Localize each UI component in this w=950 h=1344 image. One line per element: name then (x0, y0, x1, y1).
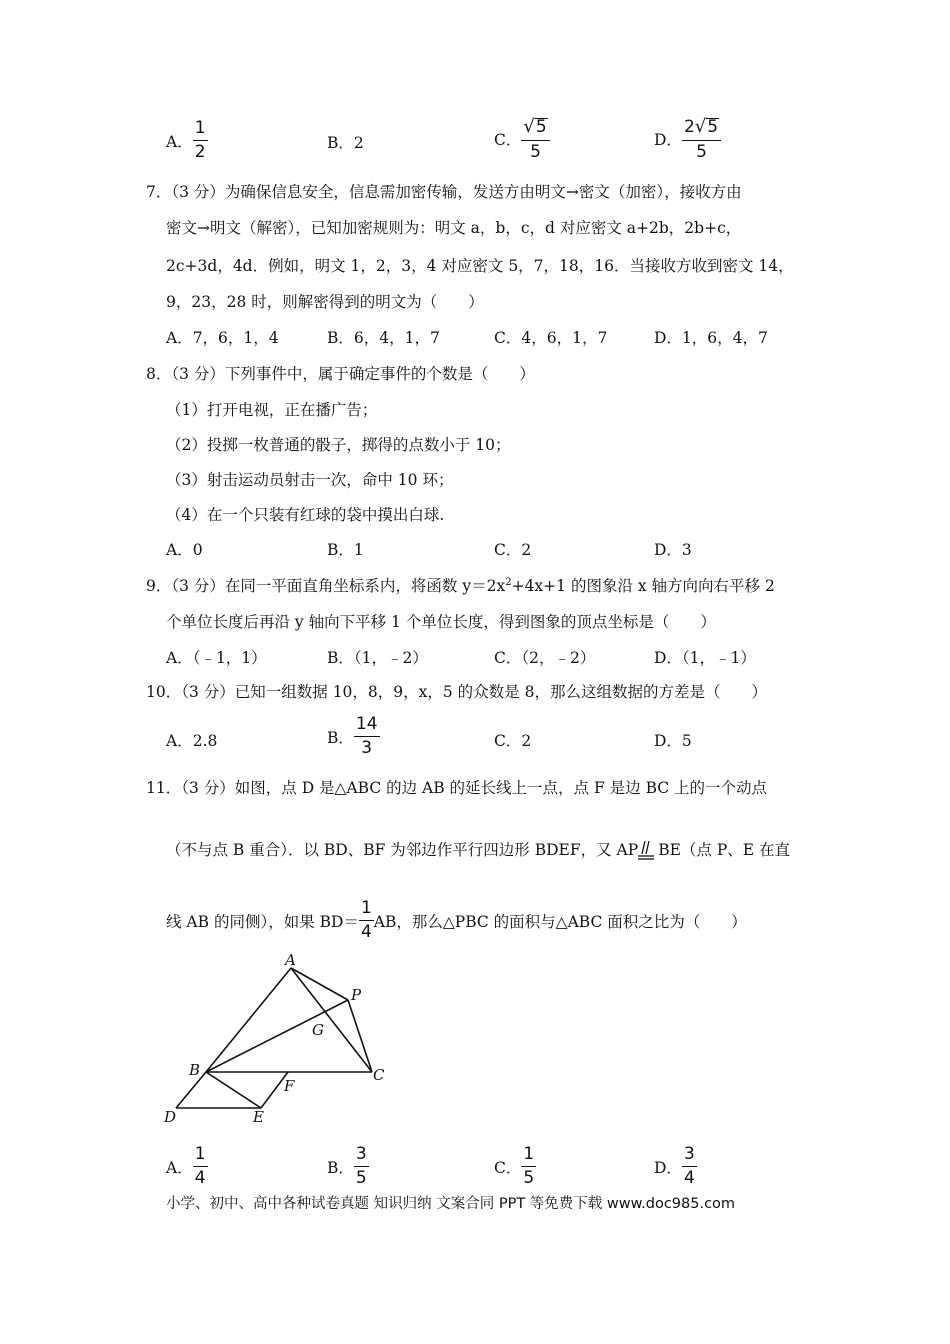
q9-option-a: A．（﹣1，1） (166, 649, 267, 667)
q9-option-d: D．（1，﹣1） (654, 649, 756, 667)
q8-item-3: （3）射击运动员射击一次，命中 10 环； (166, 471, 454, 489)
q7-option-b: B．6，4，1，7 (327, 329, 440, 347)
q7-line-1: 7．（3 分）为确保信息安全，信息需加密传输，发送方由明文→密文（加密），接收方由 (146, 183, 742, 201)
label-p: P (351, 986, 362, 1004)
segment-bp (206, 1000, 348, 1072)
q7-option-c: C．4，6，1，7 (494, 329, 608, 347)
fraction: $\frac{1}{2}$ (194, 118, 206, 162)
fraction: $\frac{1}{4}$ (194, 1144, 206, 1188)
segment-be (206, 1072, 261, 1108)
q11-option-d: D． $\frac{3}{4}$ (654, 1144, 695, 1188)
label-a: A (285, 951, 296, 969)
sqrt: √ 5 (523, 116, 547, 137)
q8-item-4: （4）在一个只装有红球的袋中摸出白球. (166, 506, 445, 524)
fraction: $\frac{14}{3}$ (355, 714, 378, 758)
q9-line-2: 个单位长度后再沿 y 轴向下平移 1 个单位长度，得到图象的顶点坐标是（ ） (166, 613, 716, 631)
q7-line-2: 密文→明文（解密），已知加密规则为：明文 a，b，c，d 对应密文 a+2b，2b+c， (166, 219, 742, 237)
q8-option-c: C．2 (494, 541, 532, 559)
q6-option-b: B．2 (327, 134, 364, 152)
q10-option-a: A．2.8 (166, 732, 218, 750)
q10-option-b: B． $\frac{14}{3}$ (327, 714, 378, 758)
q11-line-3: 线 AB 的同侧），如果 BD＝ $\frac{1}{4}$ AB，那么△PBC 的面积与△ABC 面积之比为（ ） (166, 898, 747, 942)
segment-ac (291, 968, 372, 1072)
page-footer: 小学、初中、高中各种试卷真题 知识归纳 文案合同 PPT 等免费下载 www.doc985.com (166, 1196, 736, 1212)
q7-option-d: D．1，6，4，7 (654, 329, 768, 347)
q7-line-4: 9，23，28 时，则解密得到的明文为（ ） (166, 293, 484, 311)
fraction: 2 √ 5 5 (682, 118, 721, 161)
label-g: G (312, 1021, 324, 1039)
label-e: E (253, 1108, 264, 1126)
q6-option-d: D． 2 √ 5 5 (654, 118, 721, 161)
q8-item-1: （1）打开电视，正在播广告； (166, 401, 378, 419)
q8-item-2: （2）投掷一枚普通的骰子，掷得的点数小于 10； (166, 436, 511, 454)
q11-line-2: （不与点 B 重合）．以 BD、BF 为邻边作平行四边形 BDEF，又 AP BE（点 P、E 在直 (166, 841, 790, 859)
q11-option-a: A． $\frac{1}{4}$ (166, 1144, 206, 1188)
label-b: B (189, 1061, 201, 1079)
q11-option-c: C． $\frac{1}{5}$ (494, 1144, 535, 1188)
segment-ab (206, 968, 291, 1072)
q9-option-c: C．（2，﹣2） (494, 649, 596, 667)
q6-option-c: C． √ 5 5 (494, 118, 550, 161)
fraction: $\frac{3}{5}$ (355, 1144, 367, 1188)
q7-option-a: A．7，6，1，4 (166, 329, 279, 347)
q8-stem: 8．（3 分）下列事件中，属于确定事件的个数是（ ） (146, 365, 535, 383)
q10-option-d: D．5 (654, 732, 692, 750)
q9-option-b: B．（1，﹣2） (327, 649, 428, 667)
segment-ap (291, 968, 348, 1000)
label-f: F (284, 1077, 295, 1095)
label-d: D (164, 1108, 177, 1126)
fraction: $\frac{1}{4}$ (360, 898, 372, 942)
q6-option-a: A． $\frac{1}{2}$ (166, 118, 206, 162)
q11-option-b: B． $\frac{3}{5}$ (327, 1144, 367, 1188)
q8-option-d: D．3 (654, 541, 692, 559)
label-c: C (373, 1066, 385, 1084)
q8-option-b: B．1 (327, 541, 364, 559)
fraction: $\frac{1}{5}$ (523, 1144, 535, 1188)
q7-line-3: 2c+3d，4d．例如，明文 1，2，3，4 对应密文 5，7，18，16．当接收方收到密文 14， (166, 257, 794, 275)
segment-pc (348, 1000, 372, 1072)
q11-line-1: 11．（3 分）如图，点 D 是△ABC 的边 AB 的延长线上一点，点 F 是边 BC 上的一个动点 (146, 779, 768, 797)
q10-stem: 10．（3 分）已知一组数据 10，8，9，x，5 的众数是 8，那么这组数据的方差是（ ） (146, 683, 767, 701)
fraction: √ 5 5 (521, 118, 549, 161)
fraction: $\frac{3}{4}$ (683, 1144, 695, 1188)
q9-line-1: 9．（3 分）在同一平面直角坐标系内，将函数 $y=2x^2+4x+1$ 的图象沿 x 轴方向向右平移 2 (146, 576, 775, 595)
q10-option-c: C．2 (494, 732, 532, 750)
geometry-figure (160, 950, 400, 1130)
q8-option-a: A．0 (166, 541, 203, 559)
sqrt: √ 5 (694, 116, 719, 137)
